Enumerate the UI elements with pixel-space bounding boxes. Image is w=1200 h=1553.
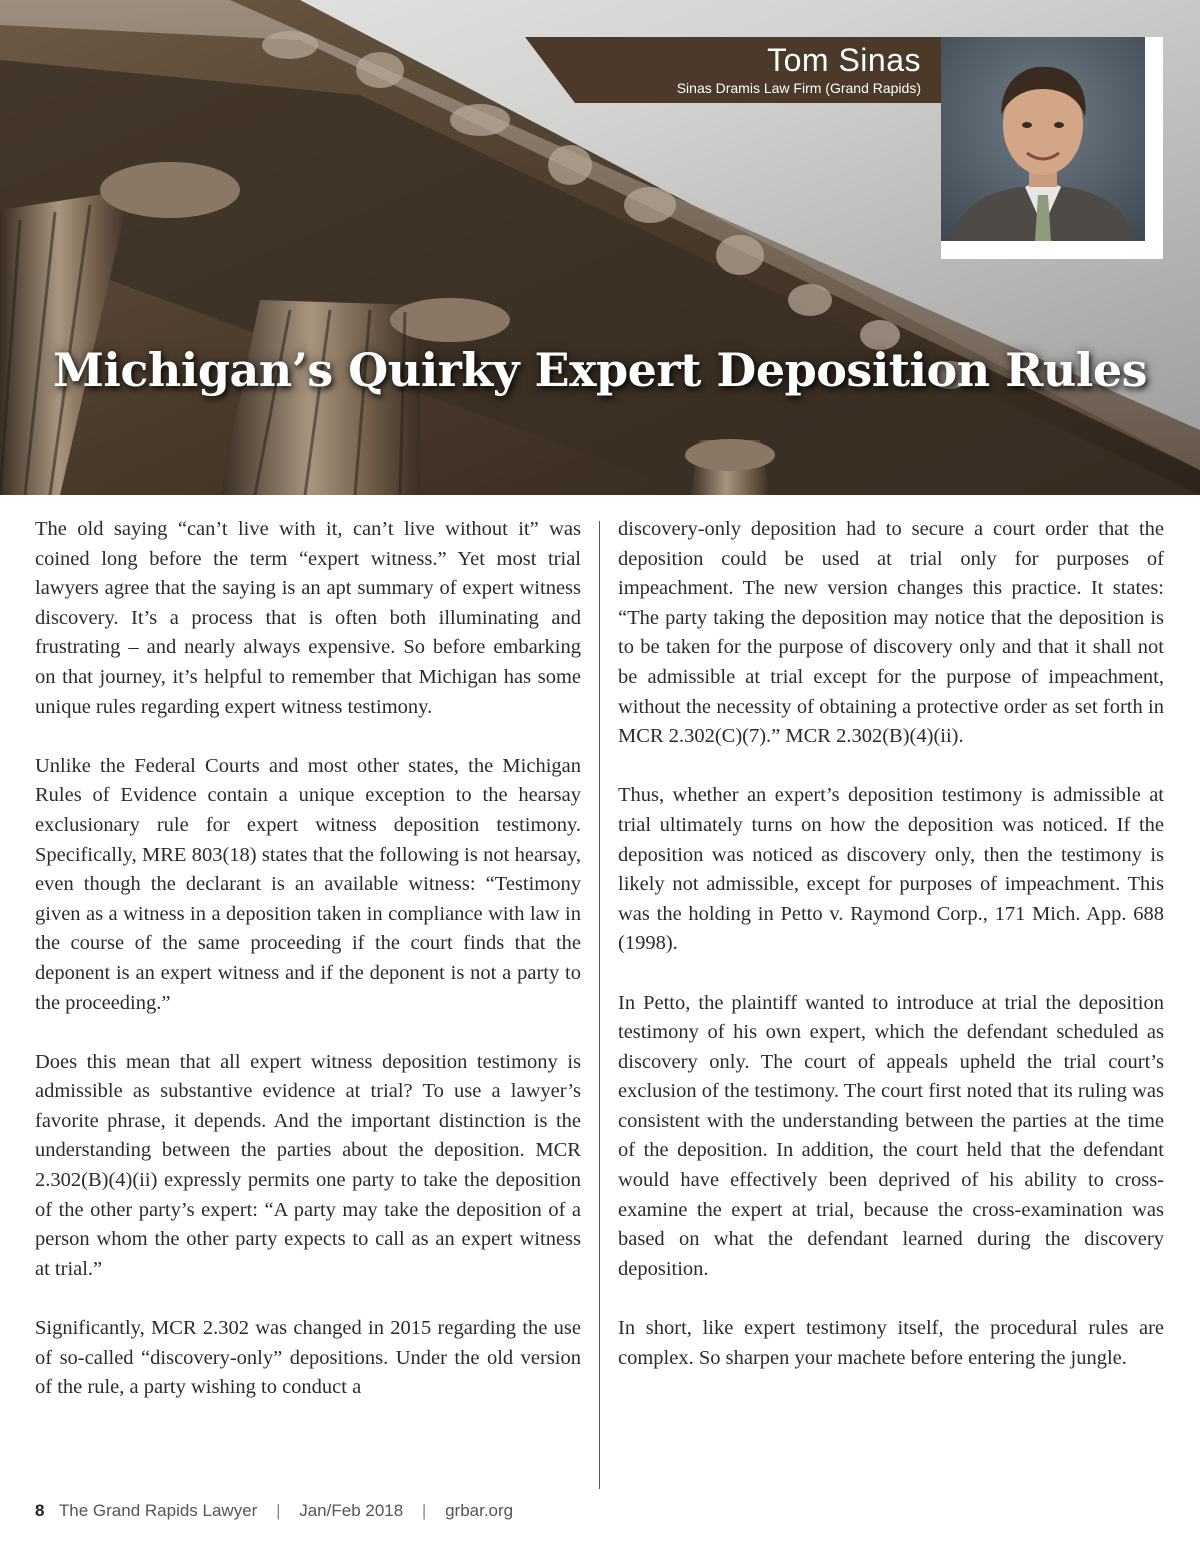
paragraph: The old saying “can’t live with it, can’t live without it” was coined long before the term “expert witness.” Yet most trial lawyers agree that the saying is an apt summary of expert witness discovery. It’s a process that is often both illuminating and frustrating – and nearly always expensive. So before embarking on that journey, it’s helpful to remember that Michigan has some unique rules regarding expert witness testimony. (35, 518, 581, 718)
article-title: Michigan’s Quirky Expert Deposition Rules (53, 343, 1147, 397)
page-number: 8 (35, 1501, 45, 1520)
author-firm: Sinas Dramis Law Firm (Grand Rapids) (676, 80, 921, 96)
header-photo (0, 0, 1200, 495)
paragraph: Thus, whether an expert’s deposition testimony is admissible at trial ultimately turns on how the deposition was noticed. If the deposition was noticed as discovery only, then the testimony is likely not admissible, except for purposes of impeachment. This was the holding in Petto v. Raymond Corp., 171 Mich. App. 688 (1998). (618, 784, 1164, 955)
paragraph: In short, like expert testimony itself, the procedural rules are complex. So sharpen your machete before entering the jungle. (618, 1317, 1164, 1369)
paragraph: Does this mean that all expert witness deposition testimony is admissible as substantive evidence at trial? To use a lawyer’s favorite phrase, it depends. And the important distinction is the understanding between the parties about the deposition. MCR 2.302(B)(4)(ii) expressly permits one party to take the deposition of the other party’s expert: “A party may take the deposition of a person whom the other party expects to call as an expert witness at trial.” (35, 1050, 581, 1280)
paragraph: Significantly, MCR 2.302 was changed in 2015 regarding the use of so-called “discovery-only” depositions. Under the old version of the rule, a party wishing to conduct a (35, 1317, 581, 1399)
website-link[interactable]: grbar.org (445, 1501, 514, 1520)
publication-name: The Grand Rapids Lawyer (58, 1501, 258, 1520)
footer-separator: | (276, 1501, 281, 1520)
footer-separator: | (421, 1501, 427, 1520)
paragraph: Unlike the Federal Courts and most other states, the Michigan Rules of Evidence contain a unique exception to the hearsay exclusionary rule for expert witness deposition testimony. Specifically, MRE 803(18) states that the following is not hearsay, even though the declarant is an available witness: “Testimony given as a witness in a deposition taken in compliance with law in the course of the same proceeding if the court finds that the deponent is an expert witness and if the deponent is not a party to the proceeding.” (35, 754, 581, 1014)
issue-date: Jan/Feb 2018 (299, 1501, 404, 1520)
column-divider (599, 521, 600, 1489)
article-column-right (618, 515, 1164, 1403)
paragraph: In Petto, the plaintiff wanted to introduce at trial the deposition testimony of his own expert, which the defendant scheduled as discovery only. The court of appeals upheld the trial court’s exclusion of the testimony. The court first noted that its ruling was consistent with the understanding between the parties at the time of the deposition. In addition, the court held that the defendant would have effectively been deprived of his ability to cross-examine the expert at trial, because the cross-examination was based on what the defendant learned during the discovery deposition. (618, 991, 1164, 1280)
author-name: Tom Sinas (767, 42, 921, 78)
paragraph: discovery-only deposition had to secure a court order that the deposition could be used at trial only for purposes of impeachment. The new version changes this practice. It states: “The party taking the deposition may notice that the deposition is to be taken for the purpose of discovery only and that it shall not be admissible at trial except for the purpose of impeachment, without the necessity of obtaining a protective order as set forth in MCR 2.302(C)(7).” MCR 2.302(B)(4)(ii). (618, 518, 1164, 748)
article-column-left (35, 515, 581, 1432)
portrait-image (941, 37, 1145, 241)
author-photo (941, 37, 1163, 259)
page-footer (35, 1501, 513, 1521)
